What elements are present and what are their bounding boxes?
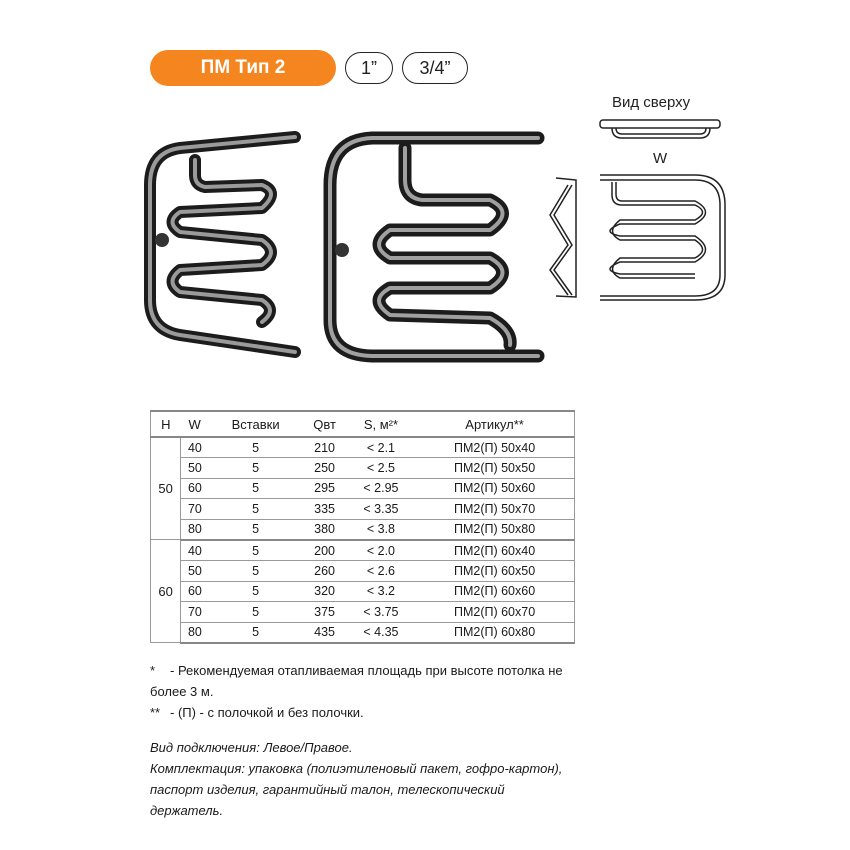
- footnote-article: [150, 702, 570, 723]
- footnote-mark-2: **: [150, 705, 161, 720]
- footnote-text-1: - Рекомендуемая отапливаемая площадь при высоте потолка не более 3 м.: [150, 663, 563, 699]
- cell-power: 200: [302, 540, 346, 561]
- side-view-schematic: [550, 178, 576, 297]
- table-row: [151, 519, 575, 540]
- cell-power: 320: [302, 581, 346, 602]
- cell-inserts: 5: [209, 437, 303, 458]
- cell-inserts: 5: [209, 519, 303, 540]
- table-row: [151, 437, 575, 458]
- footnote-area: [150, 660, 570, 702]
- table-row: [151, 478, 575, 499]
- cell-area: < 2.0: [347, 540, 415, 561]
- table-row: [151, 499, 575, 520]
- footnotes: [150, 660, 570, 723]
- cell-w: 60: [181, 581, 209, 602]
- cell-area: < 2.5: [347, 458, 415, 479]
- cell-power: 260: [302, 561, 346, 582]
- front-view-schematic: [600, 175, 725, 300]
- cell-article: ПМ2(П) 60х80: [415, 622, 574, 643]
- cell-article: ПМ2(П) 50х80: [415, 519, 574, 540]
- cell-power: 335: [302, 499, 346, 520]
- cell-area: < 3.35: [347, 499, 415, 520]
- col-header-area: S, м²*: [347, 411, 415, 437]
- cell-inserts: 5: [209, 499, 303, 520]
- model-title: ПМ Тип 2: [200, 57, 286, 78]
- cell-area: < 2.1: [347, 437, 415, 458]
- cell-area: < 2.6: [347, 561, 415, 582]
- cell-w: 40: [181, 540, 209, 561]
- table-header-row: [151, 411, 575, 437]
- footnote-text-2: - (П) - с полочкой и без полочки.: [170, 705, 364, 720]
- top-view-label: Вид сверху: [612, 94, 691, 111]
- table-row: [151, 622, 575, 643]
- package-contents: Комплектация: упаковка (полиэтиленовый пакет, гофро-картон), паспорт изделия, гарантийный талон, телескопический держатель.: [150, 761, 563, 818]
- cell-inserts: 5: [209, 622, 303, 643]
- cell-inserts: 5: [209, 581, 303, 602]
- col-header-h: H: [151, 411, 181, 437]
- product-info: [150, 737, 580, 821]
- col-header-article: Артикул**: [415, 411, 574, 437]
- cell-inserts: 5: [209, 478, 303, 499]
- table-row: [151, 540, 575, 561]
- col-header-w: W: [181, 411, 209, 437]
- spec-table: [150, 410, 575, 644]
- cell-power: 380: [302, 519, 346, 540]
- cell-inserts: 5: [209, 540, 303, 561]
- connection-type: Вид подключения: Левое/Правое.: [150, 740, 353, 755]
- cell-article: ПМ2(П) 60х40: [415, 540, 574, 561]
- width-label: W: [653, 150, 668, 167]
- table-row: [151, 561, 575, 582]
- cell-power: 435: [302, 622, 346, 643]
- table-row: [151, 581, 575, 602]
- cell-power: 250: [302, 458, 346, 479]
- cell-area: < 3.2: [347, 581, 415, 602]
- cell-inserts: 5: [209, 458, 303, 479]
- cell-article: ПМ2(П) 50х70: [415, 499, 574, 520]
- cell-area: < 2.95: [347, 478, 415, 499]
- rail-photo-perspective: [150, 137, 295, 352]
- cell-w: 80: [181, 519, 209, 540]
- rail-photo-front: [330, 138, 538, 356]
- table-row: [151, 458, 575, 479]
- cell-area: < 3.8: [347, 519, 415, 540]
- cell-w: 40: [181, 437, 209, 458]
- towel-rail-illustration: [0, 0, 850, 400]
- cell-article: ПМ2(П) 60х60: [415, 581, 574, 602]
- size-label-1: 1”: [360, 57, 377, 78]
- cell-power: 210: [302, 437, 346, 458]
- table-row: [151, 602, 575, 623]
- cell-area: < 3.75: [347, 602, 415, 623]
- cell-inserts: 5: [209, 602, 303, 623]
- cell-article: ПМ2(П) 60х50: [415, 561, 574, 582]
- cell-w: 80: [181, 622, 209, 643]
- cell-w: 60: [181, 478, 209, 499]
- cell-area: < 4.35: [347, 622, 415, 643]
- cell-power: 375: [302, 602, 346, 623]
- cell-power: 295: [302, 478, 346, 499]
- cell-article: ПМ2(П) 50х40: [415, 437, 574, 458]
- cell-w: 50: [181, 561, 209, 582]
- cell-w: 70: [181, 602, 209, 623]
- top-view-schematic: [600, 120, 720, 138]
- col-header-inserts: Вставки: [209, 411, 303, 437]
- size-label-3-4: 3/4”: [419, 57, 451, 78]
- col-header-power: Qвт: [302, 411, 346, 437]
- cell-article: ПМ2(П) 60х70: [415, 602, 574, 623]
- group-h-cell: 50: [151, 437, 181, 540]
- group-h-cell: 60: [151, 540, 181, 643]
- cell-w: 70: [181, 499, 209, 520]
- cell-article: ПМ2(П) 50х50: [415, 458, 574, 479]
- cell-article: ПМ2(П) 50х60: [415, 478, 574, 499]
- footnote-mark-1: *: [150, 663, 156, 678]
- cell-w: 50: [181, 458, 209, 479]
- cell-inserts: 5: [209, 561, 303, 582]
